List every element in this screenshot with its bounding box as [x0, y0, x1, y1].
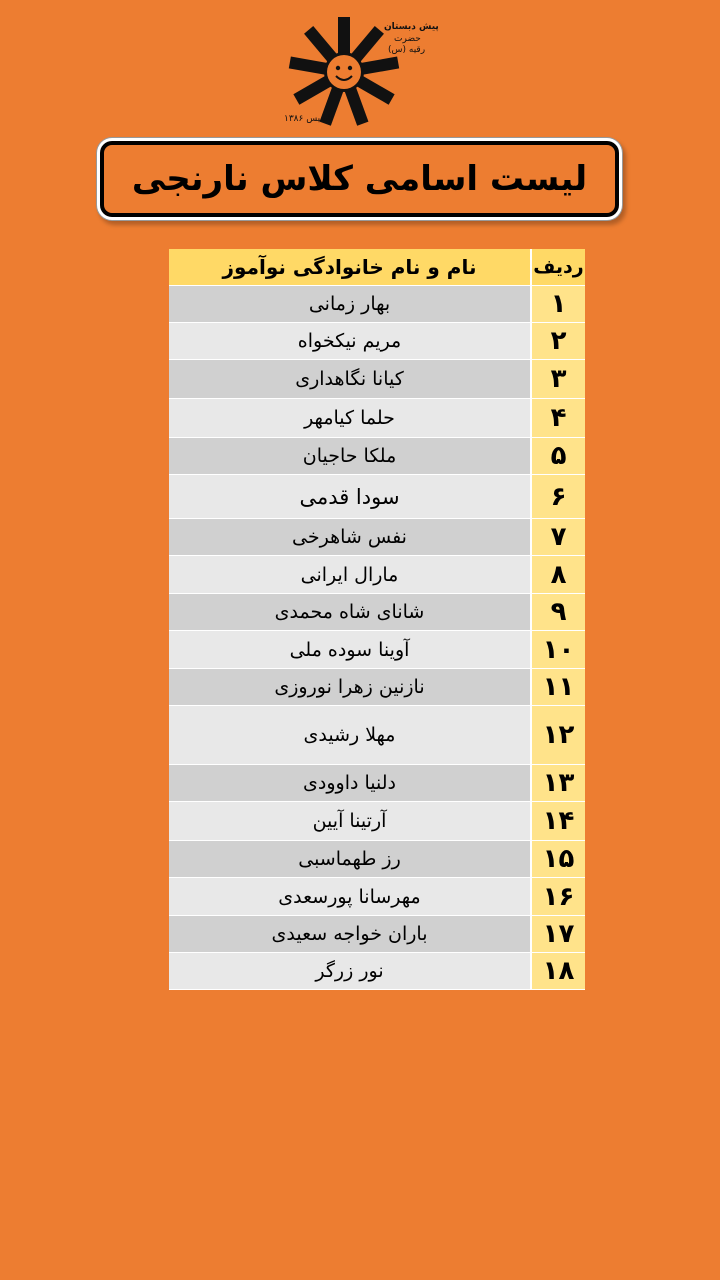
- student-name: ملکا حاجیان: [169, 438, 530, 474]
- logo-line2: حضرت: [394, 34, 421, 44]
- student-name: باران خواجه سعیدی: [169, 916, 530, 952]
- page-title: لیست اسامی کلاس نارنجی: [131, 159, 588, 199]
- logo-founded: تاسیس ۱۳۸۶: [284, 114, 334, 124]
- row-number: ۱۷: [530, 916, 585, 952]
- row-number: ۸: [530, 556, 585, 593]
- table-row: [169, 841, 585, 878]
- table-row: [169, 323, 585, 360]
- table-row: [169, 953, 585, 990]
- student-name: حلما کیامهر: [169, 399, 530, 437]
- table-row: [169, 706, 585, 765]
- row-number: ۲: [530, 323, 585, 359]
- row-number: ۵: [530, 438, 585, 474]
- row-number: ۳: [530, 360, 585, 398]
- row-number: ۹: [530, 594, 585, 630]
- student-name: مارال ایرانی: [169, 556, 530, 593]
- student-name: آوینا سوده ملی: [169, 631, 530, 668]
- student-name: سودا قدمی: [169, 475, 530, 518]
- row-number: ۶: [530, 475, 585, 518]
- student-name: کیانا نگاهداری: [169, 360, 530, 398]
- student-name: بهار زمانی: [169, 286, 530, 322]
- student-name: آرتینا آیین: [169, 802, 530, 840]
- student-name: نازنین زهرا نوروزی: [169, 669, 530, 705]
- table-row: [169, 802, 585, 841]
- row-number: ۱۸: [530, 953, 585, 989]
- title-banner: [100, 141, 619, 217]
- table-row: [169, 438, 585, 475]
- row-number: ۱۶: [530, 878, 585, 915]
- student-name: نور زرگر: [169, 953, 530, 989]
- table-row: [169, 594, 585, 631]
- student-name: مهلا رشیدی: [169, 706, 530, 764]
- table-row: [169, 631, 585, 669]
- row-number: ۱۴: [530, 802, 585, 840]
- row-number: ۱۱: [530, 669, 585, 705]
- school-logo: [262, 10, 442, 130]
- row-number: ۱۲: [530, 706, 585, 764]
- table-row: [169, 519, 585, 556]
- table-row: [169, 878, 585, 916]
- table-row: [169, 286, 585, 323]
- row-number: ۱۵: [530, 841, 585, 877]
- student-name: مریم نیکخواه: [169, 323, 530, 359]
- student-name: رز طهماسبی: [169, 841, 530, 877]
- student-name: دلنیا داوودی: [169, 765, 530, 801]
- row-number: ۷: [530, 519, 585, 555]
- table-row: [169, 475, 585, 519]
- logo-line3: رقیه (س): [388, 45, 426, 55]
- table-row: [169, 556, 585, 594]
- table-row: [169, 765, 585, 802]
- table-header-row: [169, 249, 585, 286]
- logo-line1: پیش دبستان: [384, 22, 439, 32]
- row-number: ۱۰: [530, 631, 585, 668]
- header-num: ردیف: [530, 249, 585, 285]
- table-row: [169, 916, 585, 953]
- row-number: ۴: [530, 399, 585, 437]
- student-table: [169, 249, 585, 990]
- table-row: [169, 399, 585, 438]
- table-row: [169, 360, 585, 399]
- row-number: ۱۳: [530, 765, 585, 801]
- student-name: نفس شاهرخی: [169, 519, 530, 555]
- table-row: [169, 669, 585, 706]
- student-name: شانای شاه محمدی: [169, 594, 530, 630]
- row-number: ۱: [530, 286, 585, 322]
- header-name: نام و نام خانوادگی نوآموز: [169, 249, 530, 285]
- student-name: مهرسانا پورسعدی: [169, 878, 530, 915]
